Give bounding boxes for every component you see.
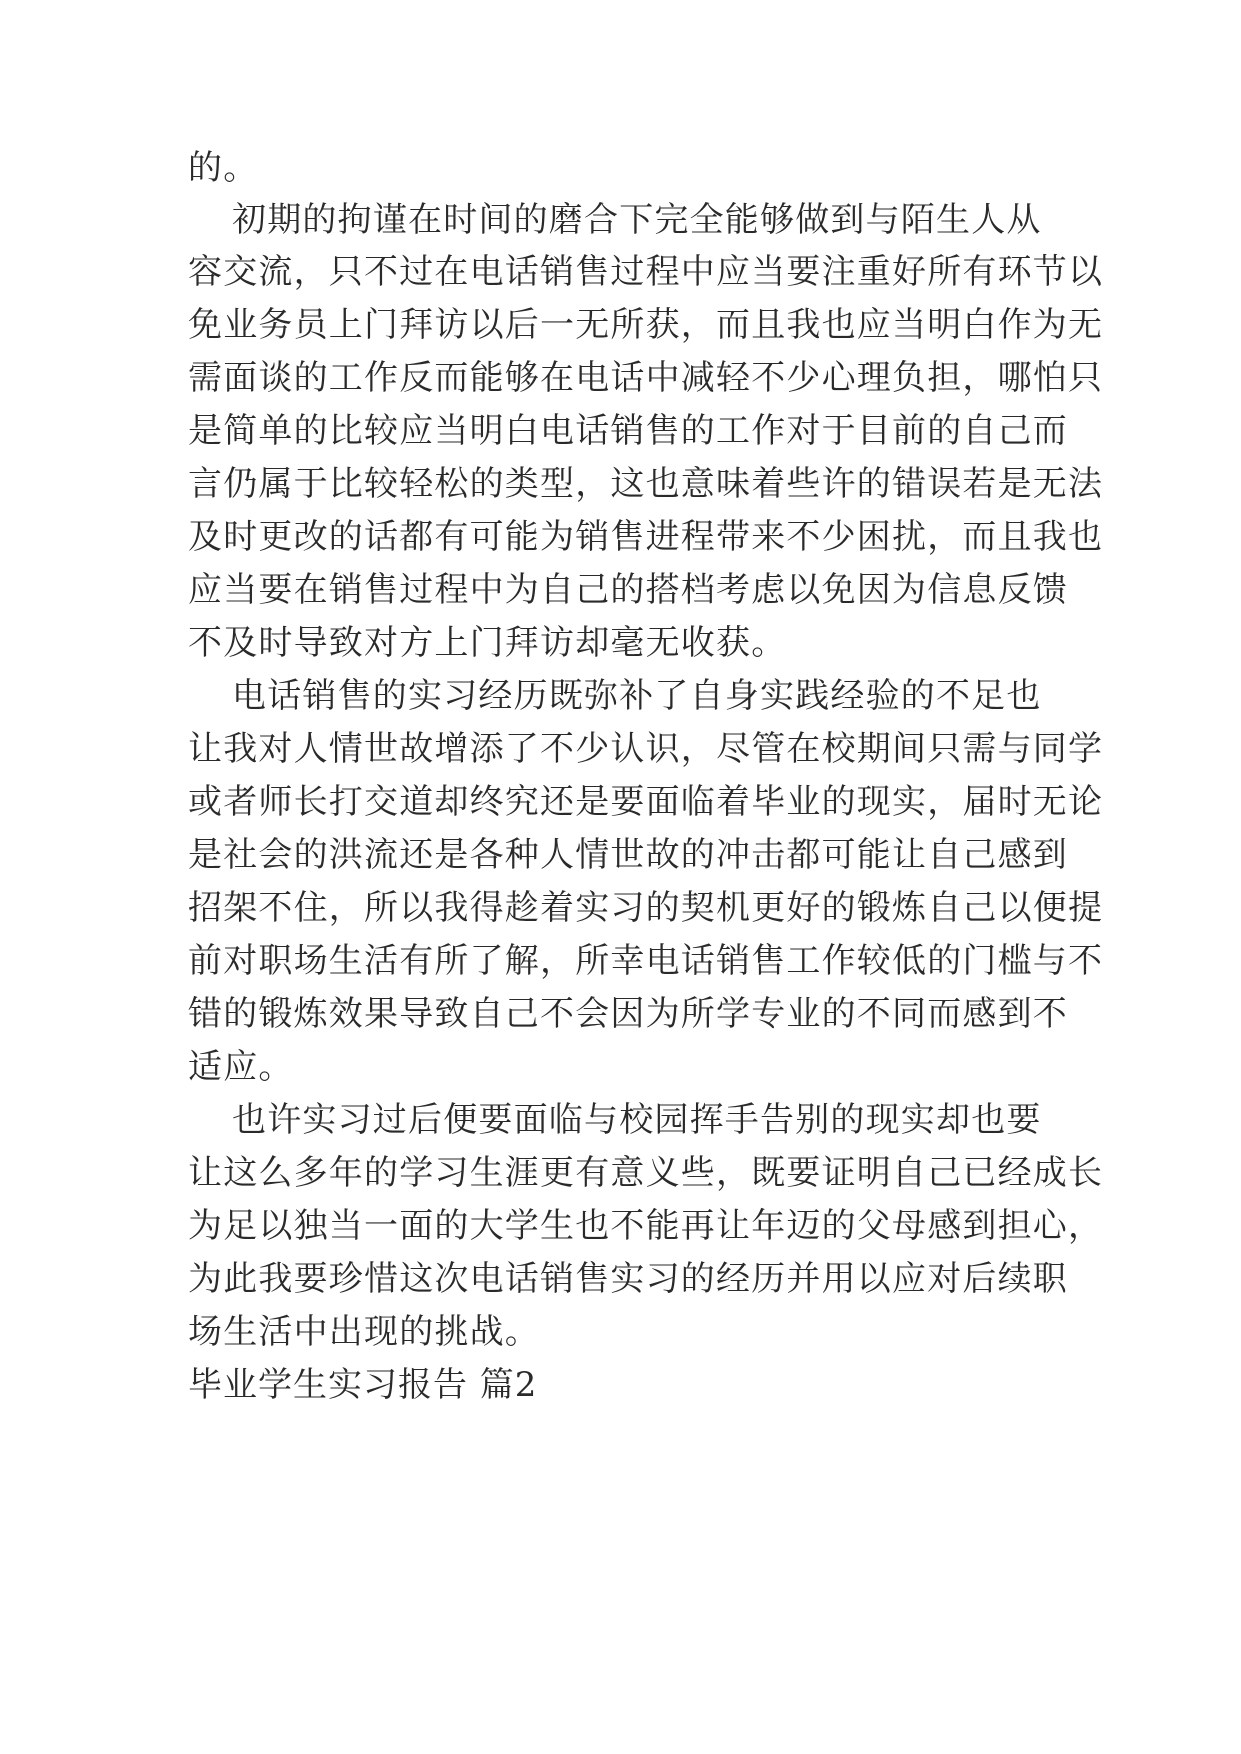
- paragraph-line: 场生活中出现的挑战。: [188, 1312, 540, 1352]
- section-heading: 毕业学生实习报告 篇2: [188, 1365, 538, 1405]
- paragraph-line: 是简单的比较应当明白电话销售的工作对于目前的自己而: [188, 411, 1068, 451]
- paragraph-line: 招架不住，所以我得趁着实习的契机更好的锻炼自己以便提: [188, 888, 1104, 928]
- paragraph-line: 不及时导致对方上门拜访却毫无收获。: [188, 623, 787, 663]
- paragraph-line: 为此我要珍惜这次电话销售实习的经历并用以应对后续职: [188, 1259, 1068, 1299]
- paragraph-line: 也许实习过后便要面临与校园挥手告别的现实却也要: [232, 1100, 1042, 1140]
- paragraph-line: 免业务员上门拜访以后一无所获，而且我也应当明白作为无: [188, 305, 1104, 345]
- paragraph-line: 或者师长打交道却终究还是要面临着毕业的现实，届时无论: [188, 782, 1104, 822]
- paragraph-line: 适应。: [188, 1047, 294, 1087]
- paragraph-line: 让我对人情世故增添了不少认识，尽管在校期间只需与同学: [188, 729, 1104, 769]
- paragraph-line: 电话销售的实习经历既弥补了自身实践经验的不足也: [232, 676, 1042, 716]
- paragraph-line: 应当要在销售过程中为自己的搭档考虑以免因为信息反馈: [188, 570, 1068, 610]
- paragraph-line: 的。: [188, 148, 259, 188]
- paragraph-line: 为足以独当一面的大学生也不能再让年迈的父母感到担心，: [188, 1206, 1104, 1246]
- paragraph-line: 前对职场生活有所了解，所幸电话销售工作较低的门槛与不: [188, 941, 1104, 981]
- paragraph-line: 是社会的洪流还是各种人情世故的冲击都可能让自己感到: [188, 835, 1068, 875]
- paragraph-line: 需面谈的工作反而能够在电话中减轻不少心理负担，哪怕只: [188, 358, 1104, 398]
- paragraph-line: 容交流，只不过在电话销售过程中应当要注重好所有环节以: [188, 252, 1104, 292]
- paragraph-line: 错的锻炼效果导致自己不会因为所学专业的不同而感到不: [188, 994, 1068, 1034]
- paragraph-line: 初期的拘谨在时间的磨合下完全能够做到与陌生人从: [232, 200, 1042, 240]
- paragraph-line: 让这么多年的学习生涯更有意义些，既要证明自己已经成长: [188, 1153, 1104, 1193]
- paragraph-line: 言仍属于比较轻松的类型，这也意味着些许的错误若是无法: [188, 464, 1104, 504]
- paragraph-line: 及时更改的话都有可能为销售进程带来不少困扰，而且我也: [188, 517, 1104, 557]
